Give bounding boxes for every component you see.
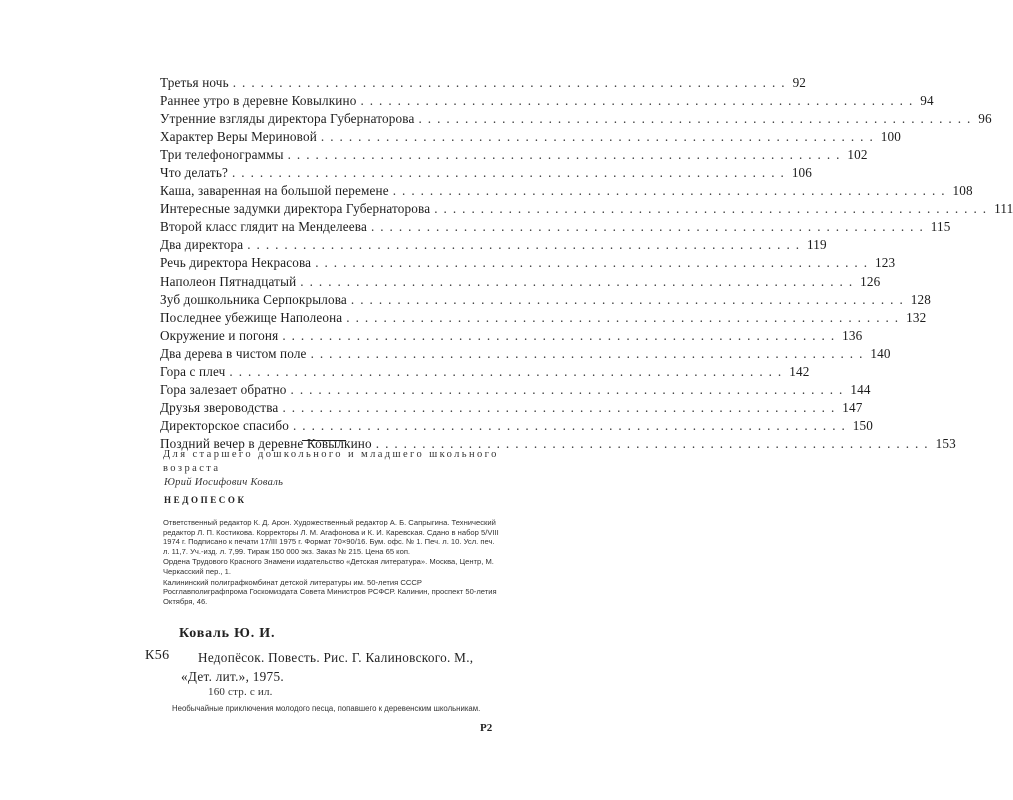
toc-entry-page: 144 bbox=[850, 381, 871, 397]
toc-entry bbox=[160, 309, 927, 327]
toc-entry-page: 142 bbox=[789, 363, 810, 379]
toc-entry-title: Наполеон Пятнадцатый bbox=[160, 273, 297, 289]
toc-leader-dots: ............................................................ bbox=[300, 273, 859, 289]
toc-entry bbox=[160, 200, 1013, 218]
toc-entry bbox=[160, 254, 896, 272]
toc-leader-dots: ............................................................ bbox=[320, 129, 879, 145]
toc-entry-title: Два директора bbox=[160, 237, 244, 253]
toc-entry-title: Каша, заваренная на большой перемене bbox=[160, 183, 389, 199]
toc-entry-page: 126 bbox=[860, 273, 881, 289]
toc-entry-page: 153 bbox=[935, 435, 956, 451]
toc-entry-title: Речь директора Некрасова bbox=[160, 255, 312, 271]
toc-leader-dots: ............................................................ bbox=[247, 237, 806, 253]
toc-leader-dots: ............................................................ bbox=[392, 183, 951, 199]
toc-entry-page: 119 bbox=[807, 237, 827, 253]
toc-leader-dots: ............................................................ bbox=[290, 381, 849, 397]
section-divider bbox=[302, 440, 346, 441]
toc-entry-page: 136 bbox=[842, 327, 863, 343]
toc-entry bbox=[160, 363, 810, 381]
toc-leader-dots: ............................................................ bbox=[292, 417, 851, 433]
toc-entry-title: Директорское спасибо bbox=[160, 417, 289, 433]
toc-entry bbox=[160, 182, 973, 200]
toc-entry-page: 94 bbox=[920, 93, 934, 109]
toc-entry-title: Последнее убежище Наполеона bbox=[160, 309, 343, 325]
toc-entry bbox=[160, 327, 863, 345]
toc-entry-page: 150 bbox=[852, 417, 874, 433]
toc-leader-dots: ............................................................ bbox=[360, 93, 919, 109]
toc-leader-dots: ............................................................ bbox=[434, 201, 993, 217]
toc-entry-page: 128 bbox=[910, 291, 931, 307]
credits-publisher: Ордена Трудового Красного Знамени издательство «Детская литература». Москва, Центр, М. Черкасский пер., 1. bbox=[163, 557, 494, 576]
catalog-pages: 160 стр. с ил. bbox=[208, 686, 273, 698]
catalog-description bbox=[181, 648, 528, 686]
toc-entry-page: 92 bbox=[792, 75, 807, 90]
credits-editors: Ответственный редактор К. Д. Арон. Художественный редактор А. Б. Сапрыгина. Технический редактор Л. П. Костикова. Корректоры Л. М. Агафонова и К. И. Каревская. Сдано в набор 5/VIII 1974 г. Подписано к печати 17/III 1975 г. Формат 70×90/16. Бум. офс. № 1. Печ. л. 10. Усл. печ. л. 11,7. Уч.-изд. л. 7,99. Тираж 150 000 экз. Заказ № 215. Цена 65 коп. bbox=[163, 518, 499, 556]
toc-entry-title: Утренние взгляды директора Губернаторова bbox=[160, 111, 415, 127]
toc-entry bbox=[160, 92, 934, 110]
toc-entry-title: Что делать? bbox=[160, 165, 228, 181]
toc-entry-page: 140 bbox=[870, 345, 891, 361]
toc-entry bbox=[160, 417, 874, 435]
toc-entry bbox=[160, 273, 881, 291]
toc-entry-page: 100 bbox=[880, 129, 901, 145]
toc-entry-title: Друзья звероводства bbox=[160, 399, 279, 415]
toc-entry-title: Поздний вечер в деревне Ковылкино bbox=[160, 435, 372, 451]
toc-entry-page: 147 bbox=[842, 399, 863, 415]
toc-entry-title: Раннее утро в деревне Ковылкино bbox=[160, 93, 357, 109]
toc-entry-page: 108 bbox=[952, 183, 973, 199]
toc-leader-dots: ............................................................ bbox=[350, 291, 909, 307]
toc-leader-dots: ............................................................ bbox=[370, 219, 929, 235]
toc-entry-title: Второй класс глядит на Менделеева bbox=[160, 219, 367, 235]
publication-credits bbox=[163, 518, 503, 606]
toc-entry bbox=[160, 236, 827, 254]
catalog-author: Коваль Ю. И. bbox=[179, 626, 276, 641]
credits-printer: Калининский полиграфкомбинат детской литературы им. 50-летия СССР Росглавполиграфпрома Госкомиздата Совета Министров РСФСР. Калинин, проспект 50-летия Октября, 46. bbox=[163, 577, 497, 606]
toc-entry-title: Гора с плеч bbox=[160, 363, 226, 379]
catalog-description-line1: Недопёсок. Повесть. Рис. Г. Калиновского. М., bbox=[198, 650, 474, 665]
book-title: НЕДОПЕСОК bbox=[164, 495, 247, 505]
toc-entry-page: 111 bbox=[994, 201, 1013, 217]
toc-leader-dots: ............................................................ bbox=[346, 309, 905, 325]
toc-entry bbox=[160, 110, 992, 128]
table-of-contents bbox=[160, 74, 1013, 453]
toc-entry bbox=[160, 291, 931, 309]
toc-leader-dots: ............................................................ bbox=[232, 75, 791, 90]
toc-entry-title: Три телефонограммы bbox=[160, 147, 284, 163]
toc-entry-title: Характер Веры Мериновой bbox=[160, 129, 317, 145]
toc-entry-title: Гора залезает обратно bbox=[160, 381, 287, 397]
toc-leader-dots: ............................................................ bbox=[287, 147, 846, 163]
toc-entry-title: Окружение и погоня bbox=[160, 327, 279, 343]
catalog-code: К56 bbox=[145, 648, 170, 663]
catalog-annotation: Необычайные приключения молодого песца, попавшего к деревенским школьникам. bbox=[172, 704, 481, 713]
author-full-name: Юрий Иосифович Коваль bbox=[164, 477, 284, 488]
toc-entry-page: 115 bbox=[930, 219, 951, 235]
toc-entry-page: 123 bbox=[875, 255, 896, 271]
toc-entry bbox=[160, 128, 901, 146]
toc-entry-page: 106 bbox=[791, 165, 813, 181]
toc-entry-title: Два дерева в чистом поле bbox=[160, 345, 307, 361]
toc-entry bbox=[160, 399, 863, 417]
toc-entry-page: 132 bbox=[906, 309, 927, 325]
audience-note: Для старшего дошкольного и младшего школьного возраста bbox=[163, 449, 499, 474]
toc-entry bbox=[160, 345, 891, 363]
toc-leader-dots: ............................................................ bbox=[229, 363, 788, 379]
toc-entry bbox=[160, 381, 871, 399]
toc-leader-dots: ............................................................ bbox=[375, 435, 934, 451]
toc-entry-title: Интересные задумки директора Губернаторова bbox=[160, 201, 431, 217]
toc-entry-title: Третья ночь bbox=[160, 75, 229, 90]
toc-leader-dots: ............................................................ bbox=[310, 345, 869, 361]
toc-entry bbox=[160, 218, 951, 236]
toc-entry bbox=[160, 74, 807, 92]
toc-entry-title: Зуб дошкольника Серпокрылова bbox=[160, 291, 347, 307]
catalog-description-line2: «Дет. лит.», 1975. bbox=[181, 669, 284, 684]
toc-entry bbox=[160, 164, 813, 182]
toc-entry bbox=[160, 146, 868, 164]
toc-entry-page: 96 bbox=[978, 111, 992, 127]
toc-leader-dots: ............................................................ bbox=[418, 111, 977, 127]
catalog-index-code: Р2 bbox=[480, 722, 493, 734]
toc-leader-dots: ............................................................ bbox=[315, 255, 873, 271]
toc-leader-dots: ............................................................ bbox=[282, 399, 841, 415]
toc-leader-dots: ............................................................ bbox=[232, 165, 790, 181]
toc-entry-page: 102 bbox=[847, 147, 868, 163]
toc-leader-dots: ............................................................ bbox=[282, 327, 841, 343]
